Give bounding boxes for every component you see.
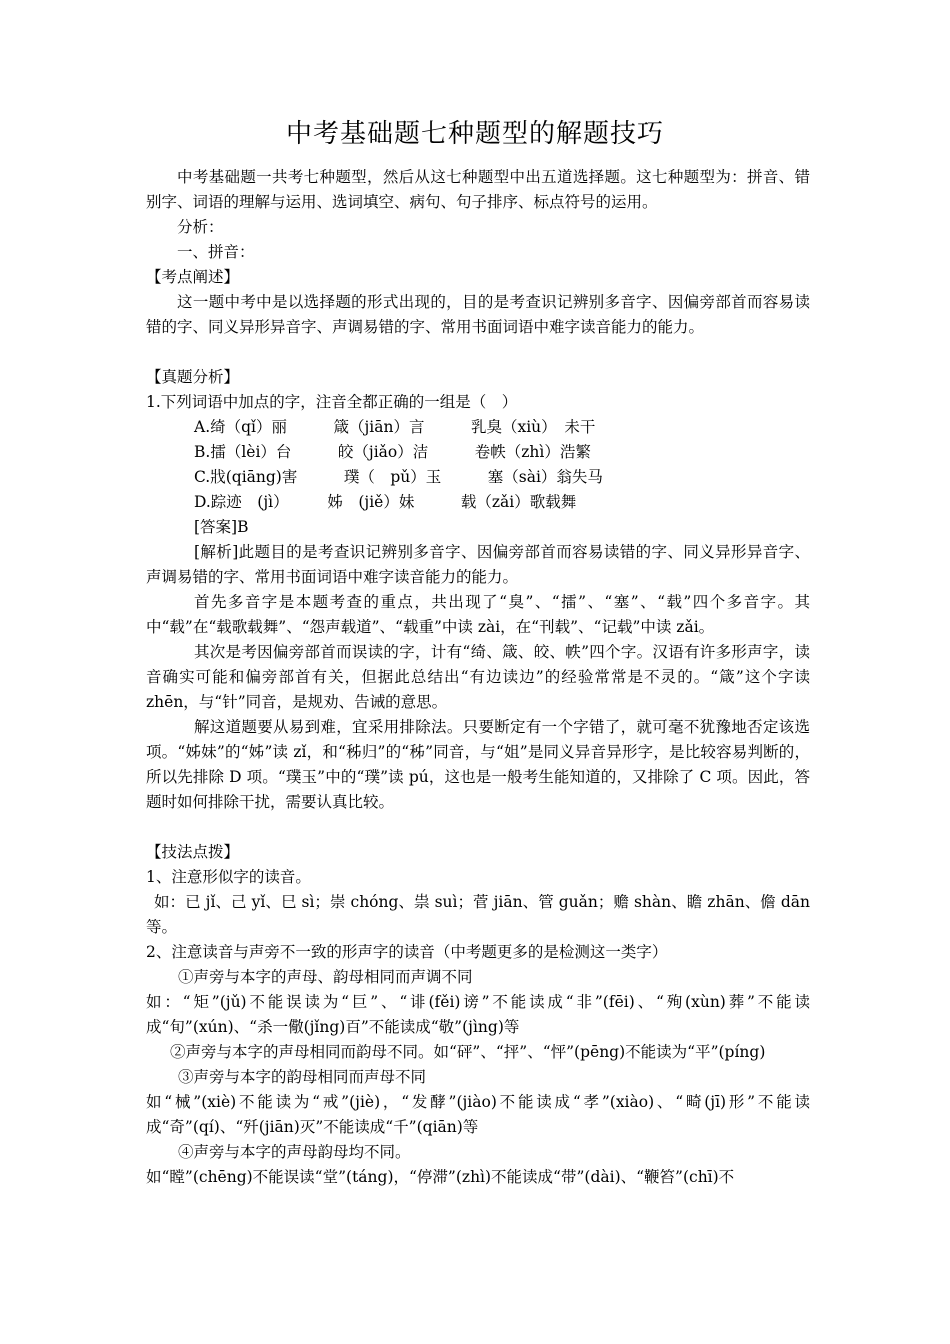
kaodian-header: 【考点阐述】 <box>146 268 240 286</box>
jifa-header: 【技法点拨】 <box>146 843 240 861</box>
zhenti-header: 【真题分析】 <box>146 368 240 386</box>
tip2-item-3: ③声旁与本字的韵母相同而声母不同 <box>178 1068 427 1086</box>
tip2-title: 2、注意读音与声旁不一致的形声字的读音（中考题更多的是检测这一类字） <box>146 943 668 961</box>
spacer <box>146 815 810 840</box>
jiexi-paragraph-3: 其次是考因偏旁部首而误读的字，计有“绮、箴、皎、帙”四个字。汉语有许多形声字，读音确实可能和偏旁部首有关，但据此总结出“有边读边”的经验常常是不灵的。“箴”这个字读 zhēn，与“针”同音，是规劝、告诫的意思。 <box>146 643 810 711</box>
tip2-item-1-example: 如：“矩”(jǔ)不能误读为“巨”、“诽(fěi)谤”不能读成“非”(fēi)、“殉(xùn)葬”不能读成“旬”(xún)、“杀一儆(jǐng)百”不能读成“敬”(jìng)等 <box>146 993 810 1036</box>
tip2-item-4-example: 如“瞠”(chēng)不能误读“堂”(táng)，“停滞”(zhì)不能读成“带”(dài)、“鞭笞”(chī)不 <box>146 1168 735 1186</box>
question-text: 1.下列词语中加点的字，注音全都正确的一组是（ ） <box>146 393 518 411</box>
analysis-label: 分析： <box>177 218 224 236</box>
jiexi-paragraph-2: 首先多音字是本题考查的重点，共出现了“臭”、“擂”、“塞”、“载”四个多音字。其中“载”在“载歌载舞”、“怨声载道”、“载重”中读 zài，在“刊载”、“记载”中读 zǎi。 <box>146 593 810 636</box>
jiexi-paragraph-1: [解析]此题目的是考查识记辨别多音字、因偏旁部首而容易读错的字、同义异形异音字、声调易错的字、常用书面词语中难字读音能力的能力。 <box>146 543 810 586</box>
option-c: C.戕(qiāng)害 璞（ pǔ）玉 塞（sài）翁失马 <box>194 468 603 486</box>
intro-paragraph: 中考基础题一共考七种题型，然后从这七种题型中出五道选择题。这七种题型为：拼音、错别字、词语的理解与运用、选词填空、病句、句子排序、标点符号的运用。 <box>146 168 810 211</box>
section-pinyin-label: 一、拼音： <box>177 243 255 261</box>
tip1-title: 1、注意形似字的读音。 <box>146 868 311 886</box>
tip2-item-1: ①声旁与本字的声母、韵母相同而声调不同 <box>178 968 473 986</box>
option-d: D.踪迹 (jì） 姊 (jiě）妹 载（zǎi）歌载舞 <box>194 493 577 511</box>
kaodian-paragraph: 这一题中考中是以选择题的形式出现的，目的是考查识记辨别多音字、因偏旁部首而容易读错的字、同义异形异音字、声调易错的字、常用书面词语中难字读音能力的能力。 <box>146 293 810 336</box>
document-body <box>146 165 810 1190</box>
tip2-item-2: ②声旁与本字的声母相同而韵母不同。如“砰”、“抨”、“怦”(pēng)不能读为“平”(píng) <box>170 1043 766 1061</box>
answer-line: [答案]B <box>194 518 249 536</box>
tip2-item-3-example: 如“械”(xiè)不能读为“戒”(jiè)，“发酵”(jiào)不能读成“孝”(xiào)、“畸(jī)形”不能读成“奇”(qí)、“歼(jiān)灭”不能读成“千”(qiān)等 <box>146 1093 810 1136</box>
tip2-item-4: ④声旁与本字的声母韵母均不同。 <box>178 1143 411 1161</box>
tip1-example: 如：已 jǐ、己 yǐ、巳 sì；崇 chóng、祟 suì；菅 jiān、管 guǎn；赡 shàn、瞻 zhān、儋 dān等。 <box>146 893 810 936</box>
option-a: A.绮（qǐ）丽 箴（jiān）言 乳臭（xiù） 未干 <box>194 418 596 436</box>
page-title: 中考基础题七种题型的解题技巧 <box>285 119 664 149</box>
spacer <box>146 340 810 365</box>
option-b: B.擂（lèi）台 皎（jiǎo）洁 卷帙（zhì）浩繁 <box>194 443 591 461</box>
jiexi-paragraph-4: 解这道题要从易到难，宜采用排除法。只要断定有一个字错了，就可毫不犹豫地否定该选项。“姊妹”的“姊”读 zǐ，和“秭归”的“秭”同音，与“姐”是同义异音异形字，是比较容易判断的，所以先排除 D 项。“璞玉”中的“璞”读 pú，这也是一般考生能知道的，又排除了 C 项。因此，答题时如何排除干扰，需要认真比较。 <box>146 718 810 811</box>
